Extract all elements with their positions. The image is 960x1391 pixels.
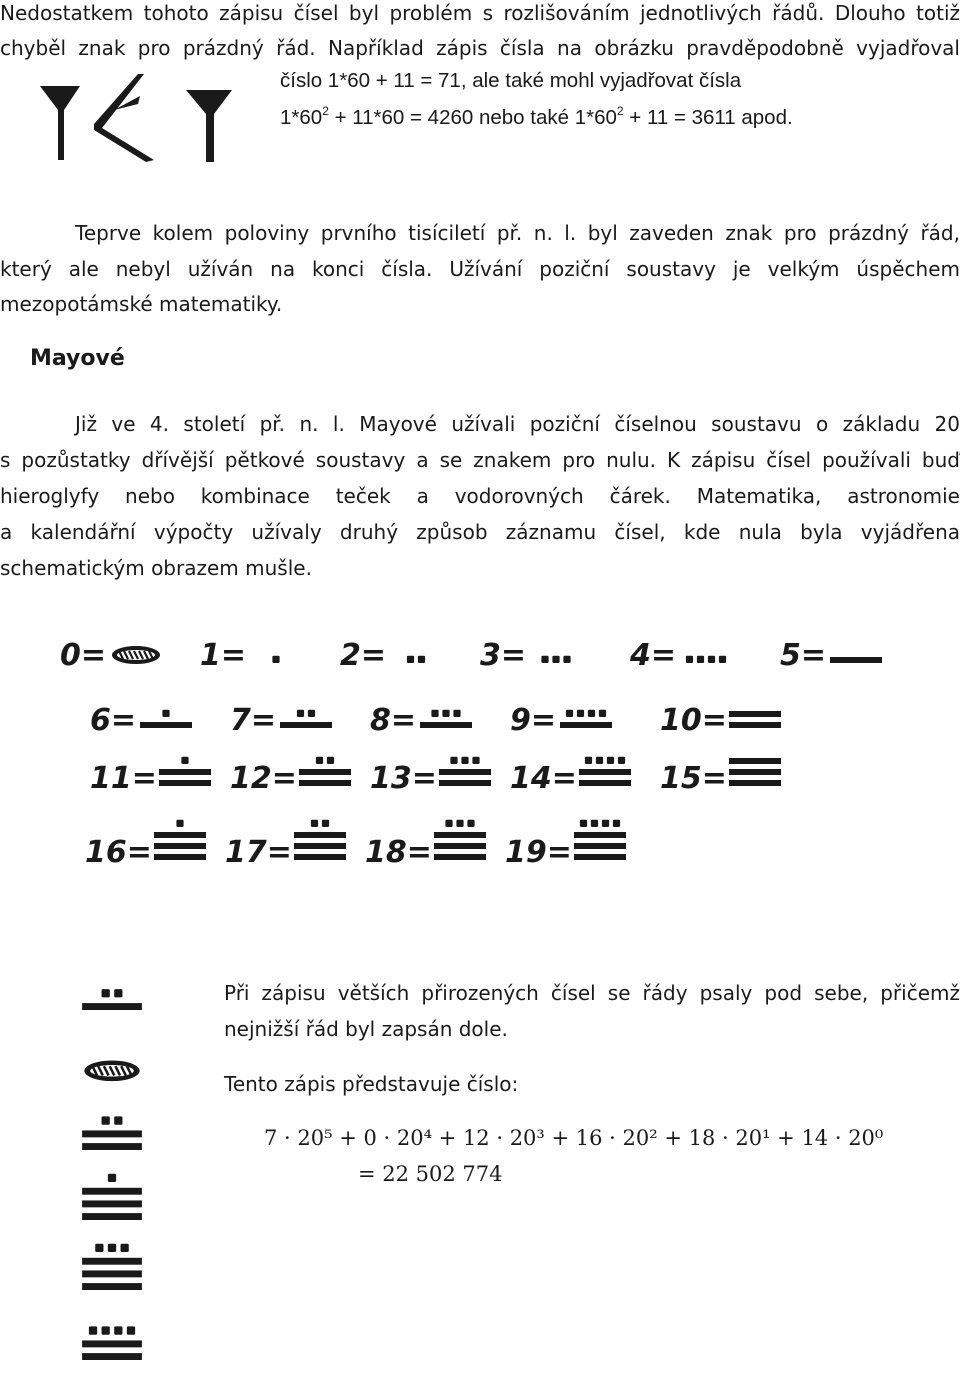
dot-one [108,1244,116,1252]
para3-line-4: a kalendářní výpočty užívaly druhý způsob záznamu čísel, kde nula byla vyjádřena [0,520,960,544]
stacked-level-6 [82,1326,142,1360]
bar-five [729,711,781,717]
numeral-label: 15= [660,761,727,796]
shell-zero-glyph [84,1060,139,1081]
dot-one [102,1116,110,1124]
dot-one [563,656,570,663]
para3-line-2: s pozůstatky dřívější pětkové soustavy a se znakem pro nulu. K zápisu čísel používali buď [0,448,960,472]
maya-numeral-18 [365,820,486,870]
numeral-label: 0= [60,638,107,673]
bar-five [439,780,491,786]
section-heading: Mayové [30,346,125,371]
dot-one [322,820,329,827]
maya-stacked-number [40,960,190,1380]
bar-five [729,780,781,786]
dot-one [566,710,573,717]
numeral-label: 10= [660,703,727,738]
bar-five [82,1213,142,1220]
dot-one [297,710,304,717]
bar-five [294,843,346,849]
bar-five [574,843,626,849]
maya-numeral-1 [200,638,280,673]
intro-line-4: $1*60^2 + 11*60 = 4260$ nebo také $1*60^2 + 11 = 3611$ apod. [280,104,793,129]
numeral-label: 12= [230,761,297,796]
dot-one [613,820,620,827]
bar-five [82,1143,142,1150]
formula-line-1: 7 · 20⁵ + 0 · 20⁴ + 12 · 20³ + 16 · 20² + 18 · 20¹ + 14 · 20⁰ [264,1126,884,1150]
dot-one [585,757,592,764]
bar-five [140,722,192,728]
maya-numeral-11 [90,757,211,796]
bar-five [299,780,351,786]
maya-numeral-14 [510,757,631,796]
maya-numeral-4 [629,638,726,673]
dot-one [121,1244,129,1252]
dot-one [162,710,169,717]
dot-one [541,656,548,663]
bar-five [420,722,472,728]
cuneiform-number-image [36,70,236,180]
maya-numerals-table [60,630,940,890]
maya-numeral-19 [505,820,626,870]
dot-one [607,757,614,764]
numeral-label: 13= [370,761,437,796]
bar-five [579,769,631,775]
dot-one [456,820,463,827]
para4-line-1: Při zápisu větších přirozených čísel se řády psaly pod sebe, přičemž [224,981,960,1005]
maya-numeral-17 [225,820,346,870]
dot-one [552,656,559,663]
dot-one [181,757,188,764]
maya-numeral-16 [85,820,206,870]
dot-one [102,1326,110,1334]
dot-one [442,710,449,717]
maya-numeral-10 [660,703,781,738]
maya-numeral-2 [340,638,425,673]
bar-five [729,758,781,764]
dot-one [327,757,334,764]
dot-one [176,820,183,827]
dot-one [127,1326,135,1334]
dot-one [311,820,318,827]
maya-numeral-12 [230,757,351,796]
numeral-label: 6= [90,703,137,738]
dot-one [316,757,323,764]
dot-one [580,820,587,827]
bar-five [82,1353,142,1360]
numeral-label: 7= [230,703,277,738]
bar-five [434,832,486,838]
dot-one [114,1116,122,1124]
numeral-label: 8= [370,703,417,738]
numeral-label: 18= [365,835,432,870]
dot-one [453,710,460,717]
maya-numeral-7 [230,703,332,738]
numeral-label: 1= [200,638,247,673]
dot-one [431,710,438,717]
dot-one [618,757,625,764]
numeral-label: 11= [90,761,157,796]
numeral-label: 4= [630,638,677,673]
maya-numeral-3 [480,638,571,673]
numeral-label: 16= [85,835,152,870]
maya-numeral-5 [780,638,882,673]
dot-one [599,710,606,717]
stacked-level-4 [82,1174,142,1220]
para3-line-5: schematickým obrazem mušle. [0,556,312,580]
bar-five [82,1003,142,1010]
bar-five [729,722,781,728]
para2-line-3: mezopotámské matematiky. [0,292,283,316]
stacked-level-1 [82,989,142,1010]
dot-one [708,656,715,663]
dot-one [472,757,479,764]
dot-one [591,820,598,827]
stacked-level-2 [84,1060,139,1081]
numeral-label: 14= [510,761,577,796]
bar-five [159,769,211,775]
numeral-label: 19= [505,835,572,870]
formula-line-2: = 22 502 774 [358,1162,503,1186]
bar-five [729,769,781,775]
dot-one [577,710,584,717]
bar-five [82,1340,142,1347]
bar-five [82,1130,142,1137]
intro-line-1: Nedostatkem tohoto zápisu čísel byl problém s rozlišováním jednotlivých řádů. Dlouho totiž [0,1,960,25]
maya-numeral-0 [60,638,160,673]
dot-one [89,1326,97,1334]
para2-line-1: Teprve kolem poloviny prvního tisíciletí př. n. l. byl zaveden znak pro prázdný řád, [75,221,960,245]
bar-five [280,722,332,728]
dot-one [407,656,414,663]
bar-five [574,832,626,838]
bar-five [830,657,882,663]
dot-one [602,820,609,827]
bar-five [299,769,351,775]
maya-numeral-8 [370,703,472,738]
numeral-label: 17= [225,835,292,870]
stacked-level-5 [82,1244,142,1290]
dot-one [114,989,122,997]
numeral-label: 2= [340,638,387,673]
stacked-level-3 [82,1116,142,1150]
bar-five [439,769,491,775]
numeral-label: 9= [510,703,557,738]
dot-one [588,710,595,717]
para4-line-3: Tento zápis představuje číslo: [224,1072,519,1096]
dot-one [418,656,425,663]
numeral-label: 5= [780,638,827,673]
dot-one [108,1174,116,1182]
para4-line-2: nejnižší řád byl zapsán dole. [224,1017,508,1041]
dot-one [686,656,693,663]
dot-one [102,989,110,997]
bar-five [154,854,206,860]
bar-five [574,854,626,860]
bar-five [154,843,206,849]
para3-line-1: Již ve 4. století př. n. l. Mayové užívali poziční číselnou soustavu o základu 20 [75,412,960,436]
para3-line-3: hieroglyfy nebo kombinace teček a vodorovných čárek. Matematika, astronomie [0,484,960,508]
dot-one [308,710,315,717]
maya-numeral-6 [90,703,192,738]
maya-numeral-13 [370,757,491,796]
dot-one [467,820,474,827]
dot-one [272,656,279,663]
numeral-label: 3= [480,638,527,673]
dot-one [596,757,603,764]
bar-five [159,780,211,786]
bar-five [294,832,346,838]
dot-one [445,820,452,827]
bar-five [560,722,612,728]
bar-five [154,832,206,838]
dot-one [450,757,457,764]
dot-one [461,757,468,764]
dot-one [95,1244,103,1252]
shell-zero-glyph [112,646,160,664]
intro-line-2: chyběl znak pro prázdný řád. Například zápis čísla na obrázku pravděpodobně vyjadřoval [0,36,960,60]
bar-five [82,1188,142,1195]
bar-five [294,854,346,860]
bar-five [434,854,486,860]
dot-one [697,656,704,663]
dot-one [719,656,726,663]
bar-five [579,780,631,786]
maya-numeral-9 [510,703,612,738]
intro-line-3: číslo 1*60 + 11 = 71, ale také mohl vyjadřovat čísla [280,69,742,92]
bar-five [82,1258,142,1265]
bar-five [82,1270,142,1277]
bar-five [82,1200,142,1207]
bar-five [82,1283,142,1290]
dot-one [114,1326,122,1334]
maya-numeral-15 [660,758,781,796]
para2-line-2: který ale nebyl užíván na konci čísla. Užívání poziční soustavy je velkým úspěchem [0,257,960,281]
bar-five [434,843,486,849]
